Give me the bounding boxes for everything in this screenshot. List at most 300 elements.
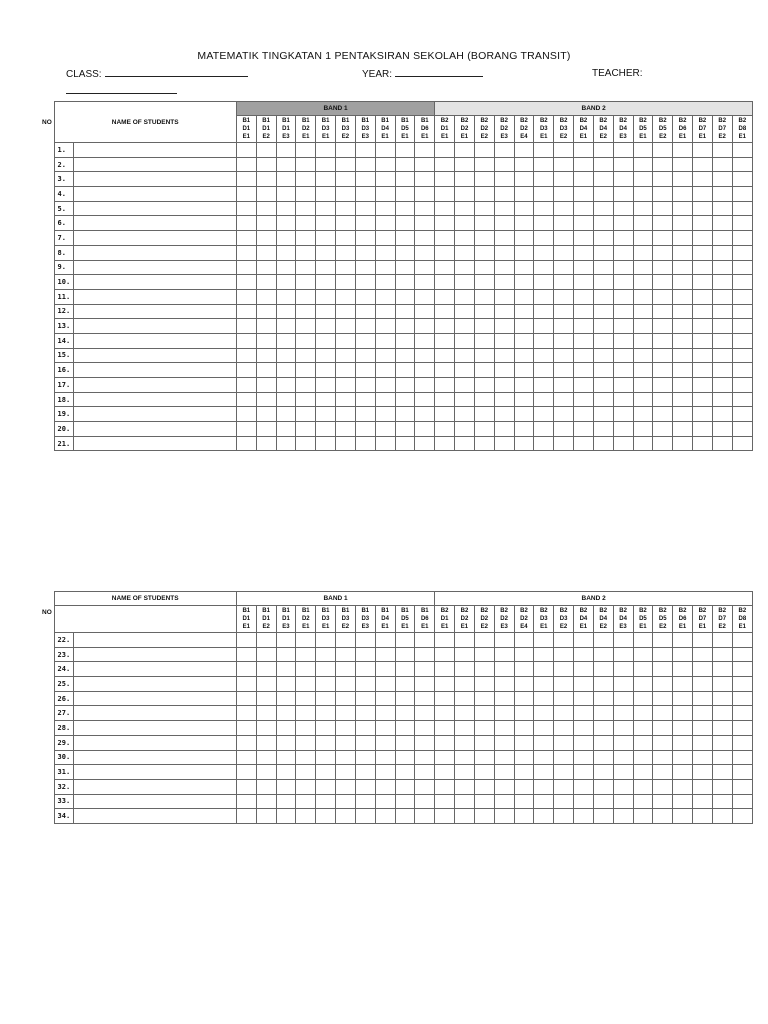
mark-cell[interactable] [236,245,256,260]
mark-cell[interactable] [534,245,554,260]
mark-cell[interactable] [336,677,356,692]
mark-cell[interactable] [574,157,594,172]
mark-cell[interactable] [574,231,594,246]
mark-cell[interactable] [455,794,475,809]
mark-cell[interactable] [692,201,712,216]
mark-cell[interactable] [653,363,673,378]
mark-cell[interactable] [732,275,752,290]
mark-cell[interactable] [395,172,415,187]
mark-cell[interactable] [296,633,316,648]
mark-cell[interactable] [395,348,415,363]
mark-cell[interactable] [593,392,613,407]
mark-cell[interactable] [276,378,296,393]
mark-cell[interactable] [613,706,633,721]
mark-cell[interactable] [613,260,633,275]
mark-cell[interactable] [316,216,336,231]
mark-cell[interactable] [633,794,653,809]
mark-cell[interactable] [474,275,494,290]
mark-cell[interactable] [574,750,594,765]
student-name-cell[interactable] [73,647,236,662]
mark-cell[interactable] [435,363,455,378]
mark-cell[interactable] [534,794,554,809]
mark-cell[interactable] [653,662,673,677]
mark-cell[interactable] [653,378,673,393]
mark-cell[interactable] [375,275,395,290]
mark-cell[interactable] [554,143,574,158]
mark-cell[interactable] [673,794,693,809]
mark-cell[interactable] [415,143,435,158]
mark-cell[interactable] [395,677,415,692]
teacher-input-line[interactable] [66,93,177,94]
student-name-cell[interactable] [73,348,236,363]
mark-cell[interactable] [256,647,276,662]
mark-cell[interactable] [256,319,276,334]
mark-cell[interactable] [336,231,356,246]
mark-cell[interactable] [336,363,356,378]
mark-cell[interactable] [593,765,613,780]
mark-cell[interactable] [514,662,534,677]
mark-cell[interactable] [613,275,633,290]
mark-cell[interactable] [355,216,375,231]
mark-cell[interactable] [673,378,693,393]
mark-cell[interactable] [633,143,653,158]
mark-cell[interactable] [712,275,732,290]
mark-cell[interactable] [236,779,256,794]
mark-cell[interactable] [455,260,475,275]
mark-cell[interactable] [514,779,534,794]
mark-cell[interactable] [474,750,494,765]
mark-cell[interactable] [653,392,673,407]
mark-cell[interactable] [712,647,732,662]
mark-cell[interactable] [574,721,594,736]
mark-cell[interactable] [395,633,415,648]
mark-cell[interactable] [692,662,712,677]
mark-cell[interactable] [236,260,256,275]
mark-cell[interactable] [574,779,594,794]
mark-cell[interactable] [474,794,494,809]
mark-cell[interactable] [514,735,534,750]
mark-cell[interactable] [435,392,455,407]
mark-cell[interactable] [593,216,613,231]
mark-cell[interactable] [653,633,673,648]
mark-cell[interactable] [633,633,653,648]
mark-cell[interactable] [415,809,435,824]
mark-cell[interactable] [673,633,693,648]
mark-cell[interactable] [316,735,336,750]
mark-cell[interactable] [236,647,256,662]
mark-cell[interactable] [455,333,475,348]
mark-cell[interactable] [415,231,435,246]
mark-cell[interactable] [336,691,356,706]
mark-cell[interactable] [593,201,613,216]
mark-cell[interactable] [633,662,653,677]
mark-cell[interactable] [256,809,276,824]
mark-cell[interactable] [732,172,752,187]
mark-cell[interactable] [613,231,633,246]
mark-cell[interactable] [732,721,752,736]
mark-cell[interactable] [534,333,554,348]
mark-cell[interactable] [692,304,712,319]
mark-cell[interactable] [554,245,574,260]
mark-cell[interactable] [415,319,435,334]
mark-cell[interactable] [395,143,415,158]
mark-cell[interactable] [613,172,633,187]
mark-cell[interactable] [435,735,455,750]
mark-cell[interactable] [633,216,653,231]
mark-cell[interactable] [336,809,356,824]
mark-cell[interactable] [455,289,475,304]
mark-cell[interactable] [455,436,475,451]
mark-cell[interactable] [673,779,693,794]
mark-cell[interactable] [574,691,594,706]
mark-cell[interactable] [355,201,375,216]
mark-cell[interactable] [474,201,494,216]
mark-cell[interactable] [296,201,316,216]
mark-cell[interactable] [653,765,673,780]
mark-cell[interactable] [712,662,732,677]
mark-cell[interactable] [336,201,356,216]
mark-cell[interactable] [355,231,375,246]
mark-cell[interactable] [435,422,455,437]
mark-cell[interactable] [593,721,613,736]
mark-cell[interactable] [415,662,435,677]
mark-cell[interactable] [514,304,534,319]
mark-cell[interactable] [554,333,574,348]
mark-cell[interactable] [692,319,712,334]
mark-cell[interactable] [593,245,613,260]
mark-cell[interactable] [712,363,732,378]
mark-cell[interactable] [653,216,673,231]
mark-cell[interactable] [435,691,455,706]
mark-cell[interactable] [554,304,574,319]
mark-cell[interactable] [276,765,296,780]
mark-cell[interactable] [395,216,415,231]
mark-cell[interactable] [613,378,633,393]
mark-cell[interactable] [514,677,534,692]
mark-cell[interactable] [692,765,712,780]
mark-cell[interactable] [732,289,752,304]
mark-cell[interactable] [375,157,395,172]
mark-cell[interactable] [256,677,276,692]
mark-cell[interactable] [415,436,435,451]
mark-cell[interactable] [276,245,296,260]
mark-cell[interactable] [336,765,356,780]
mark-cell[interactable] [514,216,534,231]
mark-cell[interactable] [633,677,653,692]
mark-cell[interactable] [673,172,693,187]
mark-cell[interactable] [455,735,475,750]
mark-cell[interactable] [574,275,594,290]
mark-cell[interactable] [494,794,514,809]
mark-cell[interactable] [474,735,494,750]
mark-cell[interactable] [435,172,455,187]
mark-cell[interactable] [712,735,732,750]
mark-cell[interactable] [534,348,554,363]
mark-cell[interactable] [236,304,256,319]
mark-cell[interactable] [415,289,435,304]
mark-cell[interactable] [256,794,276,809]
mark-cell[interactable] [256,275,276,290]
mark-cell[interactable] [554,348,574,363]
student-name-cell[interactable] [73,407,236,422]
mark-cell[interactable] [554,691,574,706]
mark-cell[interactable] [236,662,256,677]
mark-cell[interactable] [534,231,554,246]
mark-cell[interactable] [276,735,296,750]
mark-cell[interactable] [653,231,673,246]
mark-cell[interactable] [256,289,276,304]
mark-cell[interactable] [534,809,554,824]
mark-cell[interactable] [276,662,296,677]
mark-cell[interactable] [633,245,653,260]
mark-cell[interactable] [355,392,375,407]
mark-cell[interactable] [296,809,316,824]
mark-cell[interactable] [613,735,633,750]
mark-cell[interactable] [375,809,395,824]
mark-cell[interactable] [673,304,693,319]
mark-cell[interactable] [692,809,712,824]
mark-cell[interactable] [435,436,455,451]
student-name-cell[interactable] [73,245,236,260]
mark-cell[interactable] [474,633,494,648]
mark-cell[interactable] [633,304,653,319]
mark-cell[interactable] [494,157,514,172]
mark-cell[interactable] [256,216,276,231]
mark-cell[interactable] [673,319,693,334]
mark-cell[interactable] [554,172,574,187]
mark-cell[interactable] [653,809,673,824]
mark-cell[interactable] [415,633,435,648]
mark-cell[interactable] [336,662,356,677]
student-name-cell[interactable] [73,436,236,451]
mark-cell[interactable] [474,143,494,158]
mark-cell[interactable] [415,363,435,378]
mark-cell[interactable] [673,216,693,231]
mark-cell[interactable] [613,216,633,231]
mark-cell[interactable] [593,289,613,304]
mark-cell[interactable] [256,436,276,451]
student-name-cell[interactable] [73,809,236,824]
mark-cell[interactable] [455,363,475,378]
mark-cell[interactable] [633,721,653,736]
mark-cell[interactable] [276,647,296,662]
mark-cell[interactable] [613,157,633,172]
mark-cell[interactable] [375,348,395,363]
mark-cell[interactable] [593,691,613,706]
mark-cell[interactable] [712,378,732,393]
mark-cell[interactable] [276,677,296,692]
mark-cell[interactable] [336,794,356,809]
student-name-cell[interactable] [73,677,236,692]
mark-cell[interactable] [276,706,296,721]
mark-cell[interactable] [633,436,653,451]
mark-cell[interactable] [534,422,554,437]
mark-cell[interactable] [336,289,356,304]
mark-cell[interactable] [712,157,732,172]
mark-cell[interactable] [296,735,316,750]
mark-cell[interactable] [712,436,732,451]
mark-cell[interactable] [692,348,712,363]
mark-cell[interactable] [474,677,494,692]
mark-cell[interactable] [673,706,693,721]
mark-cell[interactable] [296,691,316,706]
mark-cell[interactable] [712,289,732,304]
mark-cell[interactable] [355,378,375,393]
student-name-cell[interactable] [73,750,236,765]
mark-cell[interactable] [415,172,435,187]
mark-cell[interactable] [395,245,415,260]
mark-cell[interactable] [494,422,514,437]
mark-cell[interactable] [435,260,455,275]
mark-cell[interactable] [534,706,554,721]
student-name-cell[interactable] [73,721,236,736]
mark-cell[interactable] [355,794,375,809]
mark-cell[interactable] [276,260,296,275]
mark-cell[interactable] [435,289,455,304]
mark-cell[interactable] [514,750,534,765]
mark-cell[interactable] [355,319,375,334]
mark-cell[interactable] [415,721,435,736]
mark-cell[interactable] [276,143,296,158]
mark-cell[interactable] [574,187,594,202]
mark-cell[interactable] [256,378,276,393]
mark-cell[interactable] [336,304,356,319]
mark-cell[interactable] [613,333,633,348]
mark-cell[interactable] [732,378,752,393]
mark-cell[interactable] [534,304,554,319]
student-name-cell[interactable] [73,201,236,216]
mark-cell[interactable] [613,187,633,202]
mark-cell[interactable] [514,422,534,437]
mark-cell[interactable] [514,436,534,451]
mark-cell[interactable] [633,735,653,750]
mark-cell[interactable] [494,275,514,290]
mark-cell[interactable] [673,809,693,824]
mark-cell[interactable] [415,677,435,692]
mark-cell[interactable] [296,157,316,172]
mark-cell[interactable] [474,706,494,721]
mark-cell[interactable] [613,765,633,780]
mark-cell[interactable] [712,304,732,319]
mark-cell[interactable] [613,304,633,319]
mark-cell[interactable] [355,436,375,451]
mark-cell[interactable] [692,735,712,750]
mark-cell[interactable] [494,691,514,706]
mark-cell[interactable] [236,289,256,304]
mark-cell[interactable] [712,721,732,736]
mark-cell[interactable] [494,319,514,334]
mark-cell[interactable] [673,348,693,363]
mark-cell[interactable] [653,691,673,706]
mark-cell[interactable] [574,319,594,334]
mark-cell[interactable] [395,735,415,750]
mark-cell[interactable] [395,647,415,662]
mark-cell[interactable] [633,231,653,246]
mark-cell[interactable] [355,363,375,378]
mark-cell[interactable] [494,187,514,202]
mark-cell[interactable] [256,172,276,187]
mark-cell[interactable] [514,275,534,290]
mark-cell[interactable] [712,172,732,187]
mark-cell[interactable] [593,157,613,172]
mark-cell[interactable] [732,691,752,706]
mark-cell[interactable] [236,721,256,736]
mark-cell[interactable] [732,706,752,721]
mark-cell[interactable] [395,422,415,437]
mark-cell[interactable] [435,201,455,216]
mark-cell[interactable] [236,750,256,765]
mark-cell[interactable] [336,187,356,202]
mark-cell[interactable] [574,436,594,451]
mark-cell[interactable] [395,304,415,319]
mark-cell[interactable] [494,407,514,422]
mark-cell[interactable] [494,172,514,187]
mark-cell[interactable] [613,677,633,692]
mark-cell[interactable] [256,333,276,348]
mark-cell[interactable] [316,407,336,422]
mark-cell[interactable] [415,201,435,216]
mark-cell[interactable] [256,779,276,794]
mark-cell[interactable] [316,333,336,348]
mark-cell[interactable] [336,319,356,334]
mark-cell[interactable] [316,143,336,158]
mark-cell[interactable] [673,260,693,275]
mark-cell[interactable] [593,348,613,363]
mark-cell[interactable] [395,662,415,677]
mark-cell[interactable] [474,721,494,736]
mark-cell[interactable] [593,378,613,393]
mark-cell[interactable] [256,231,276,246]
mark-cell[interactable] [316,422,336,437]
mark-cell[interactable] [732,647,752,662]
mark-cell[interactable] [514,231,534,246]
student-name-cell[interactable] [73,333,236,348]
mark-cell[interactable] [435,157,455,172]
mark-cell[interactable] [375,647,395,662]
mark-cell[interactable] [276,304,296,319]
mark-cell[interactable] [474,348,494,363]
mark-cell[interactable] [276,201,296,216]
mark-cell[interactable] [256,304,276,319]
mark-cell[interactable] [613,143,633,158]
mark-cell[interactable] [712,779,732,794]
mark-cell[interactable] [514,392,534,407]
mark-cell[interactable] [554,706,574,721]
mark-cell[interactable] [653,721,673,736]
mark-cell[interactable] [395,201,415,216]
mark-cell[interactable] [355,721,375,736]
mark-cell[interactable] [236,392,256,407]
mark-cell[interactable] [593,333,613,348]
mark-cell[interactable] [395,260,415,275]
mark-cell[interactable] [653,143,673,158]
mark-cell[interactable] [712,633,732,648]
mark-cell[interactable] [653,407,673,422]
mark-cell[interactable] [514,706,534,721]
mark-cell[interactable] [474,392,494,407]
mark-cell[interactable] [316,245,336,260]
mark-cell[interactable] [653,245,673,260]
mark-cell[interactable] [336,422,356,437]
mark-cell[interactable] [494,363,514,378]
mark-cell[interactable] [455,633,475,648]
mark-cell[interactable] [574,304,594,319]
mark-cell[interactable] [355,677,375,692]
mark-cell[interactable] [633,378,653,393]
mark-cell[interactable] [336,721,356,736]
mark-cell[interactable] [415,392,435,407]
mark-cell[interactable] [574,647,594,662]
